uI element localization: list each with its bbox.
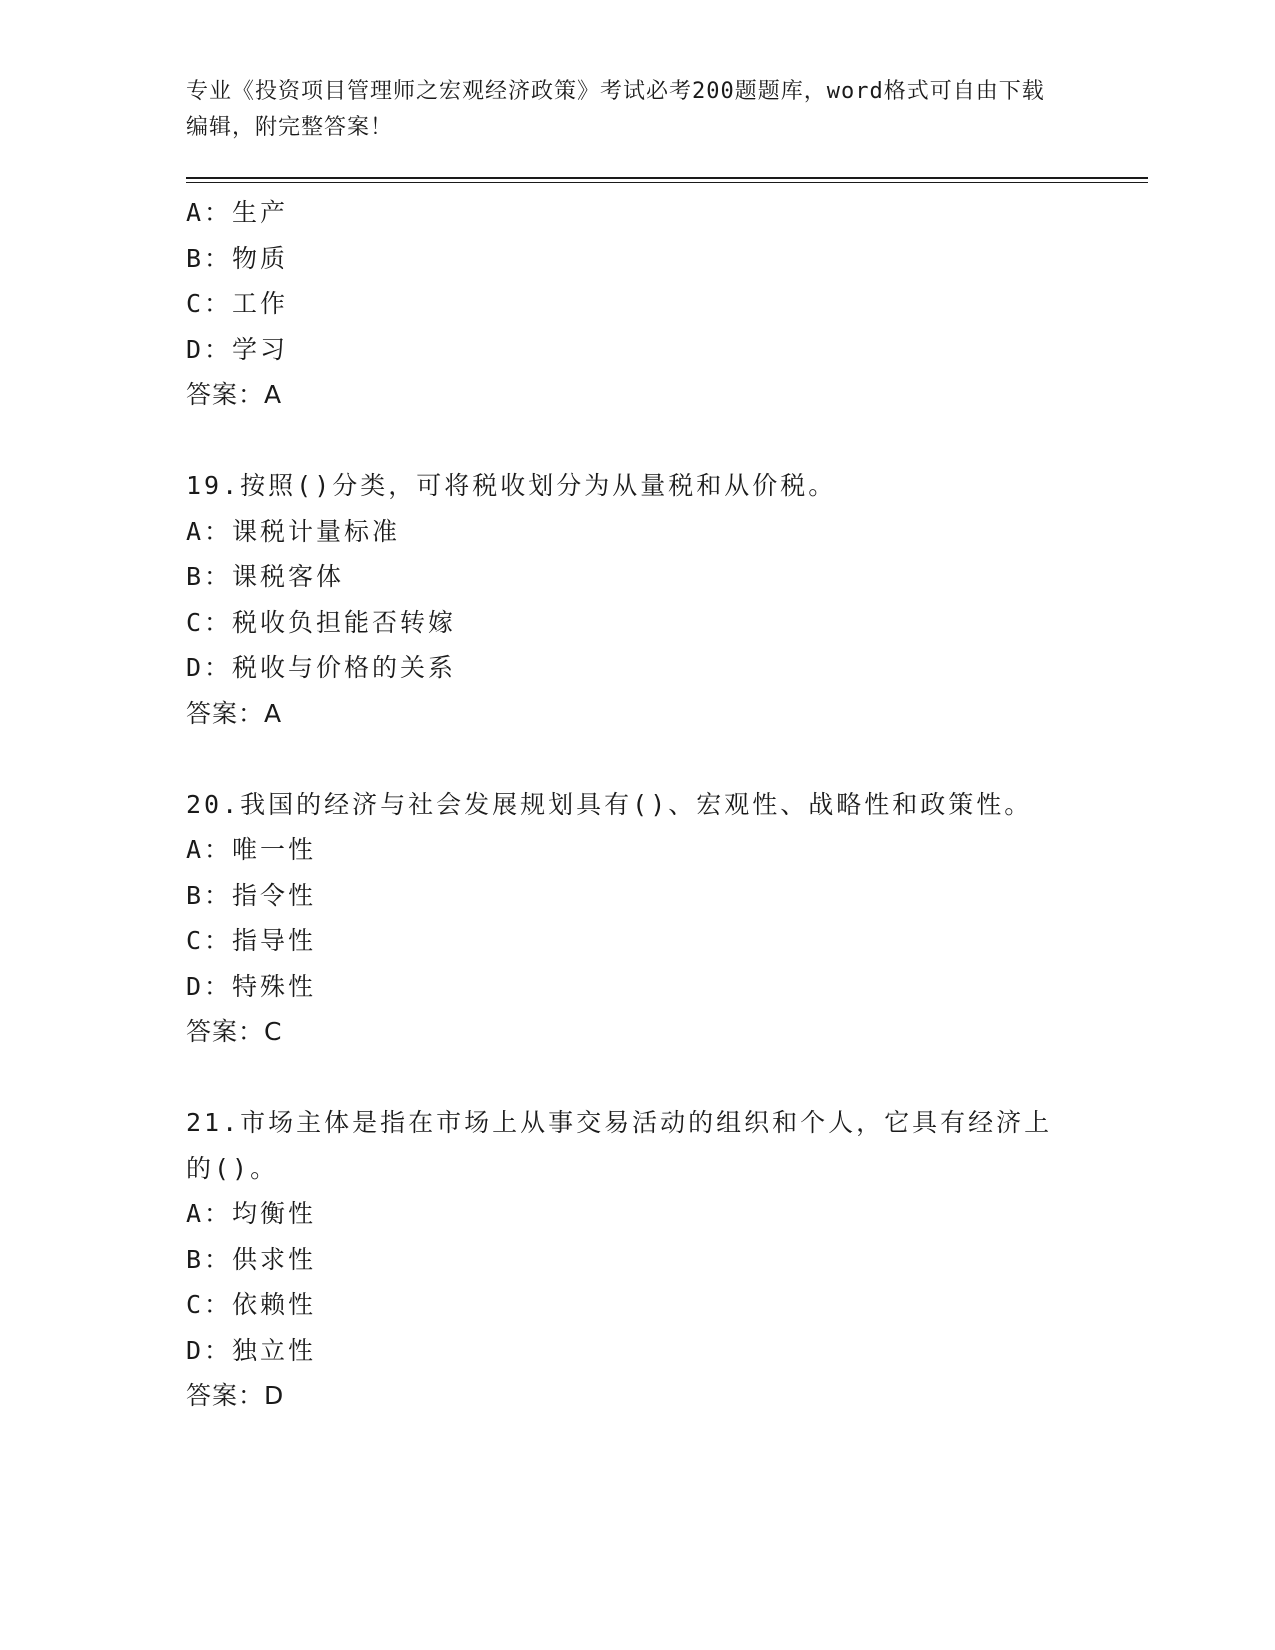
option-c: C：指导性	[186, 926, 317, 955]
option-b: B：指令性	[186, 880, 317, 910]
option-a: A：唯一性	[186, 835, 317, 864]
header-rule-thin	[186, 182, 1148, 183]
question-20	[186, 782, 1086, 1055]
option-b: B：供求性	[186, 1244, 317, 1274]
answer: 答案：A	[186, 698, 283, 728]
option-b: B：物质	[186, 243, 289, 273]
option-a: A：生产	[186, 198, 289, 227]
header-rule-thick	[186, 177, 1148, 179]
option-d: D：税收与价格的关系	[186, 653, 457, 682]
option-a: A：课税计量标准	[186, 516, 401, 546]
option-c: C：依赖性	[186, 1290, 317, 1319]
partial-question	[186, 190, 1086, 418]
option-c: C：税收负担能否转嫁	[186, 607, 457, 637]
question-stem: 20.我国的经济与社会发展规划具有()、宏观性、战略性和政策性。	[186, 789, 1033, 819]
option-c: C：工作	[186, 289, 289, 318]
answer: 答案：A	[186, 380, 283, 409]
spacer	[186, 1055, 1086, 1101]
question-21	[186, 1100, 1086, 1419]
option-d: D：独立性	[186, 1335, 317, 1365]
question-stem: 19.按照()分类，可将税收划分为从量税和从价税。	[186, 471, 837, 500]
option-d: D：特殊性	[186, 971, 317, 1001]
option-d: D：学习	[186, 334, 289, 364]
question-stem: 21.市场主体是指在市场上从事交易活动的组织和个人，它具有经济上的()。	[186, 1108, 1053, 1183]
question-content	[186, 190, 1086, 1419]
option-a: A：均衡性	[186, 1199, 317, 1228]
answer: 答案：C	[186, 1017, 283, 1046]
question-19	[186, 463, 1086, 736]
option-b: B：课税客体	[186, 562, 345, 591]
document-header: 专业《投资项目管理师之宏观经济政策》考试必考200题题库，word格式可自由下载编辑，附完整答案！	[186, 79, 1045, 140]
spacer	[186, 736, 1086, 782]
spacer	[186, 418, 1086, 464]
answer: 答案：D	[186, 1381, 285, 1410]
